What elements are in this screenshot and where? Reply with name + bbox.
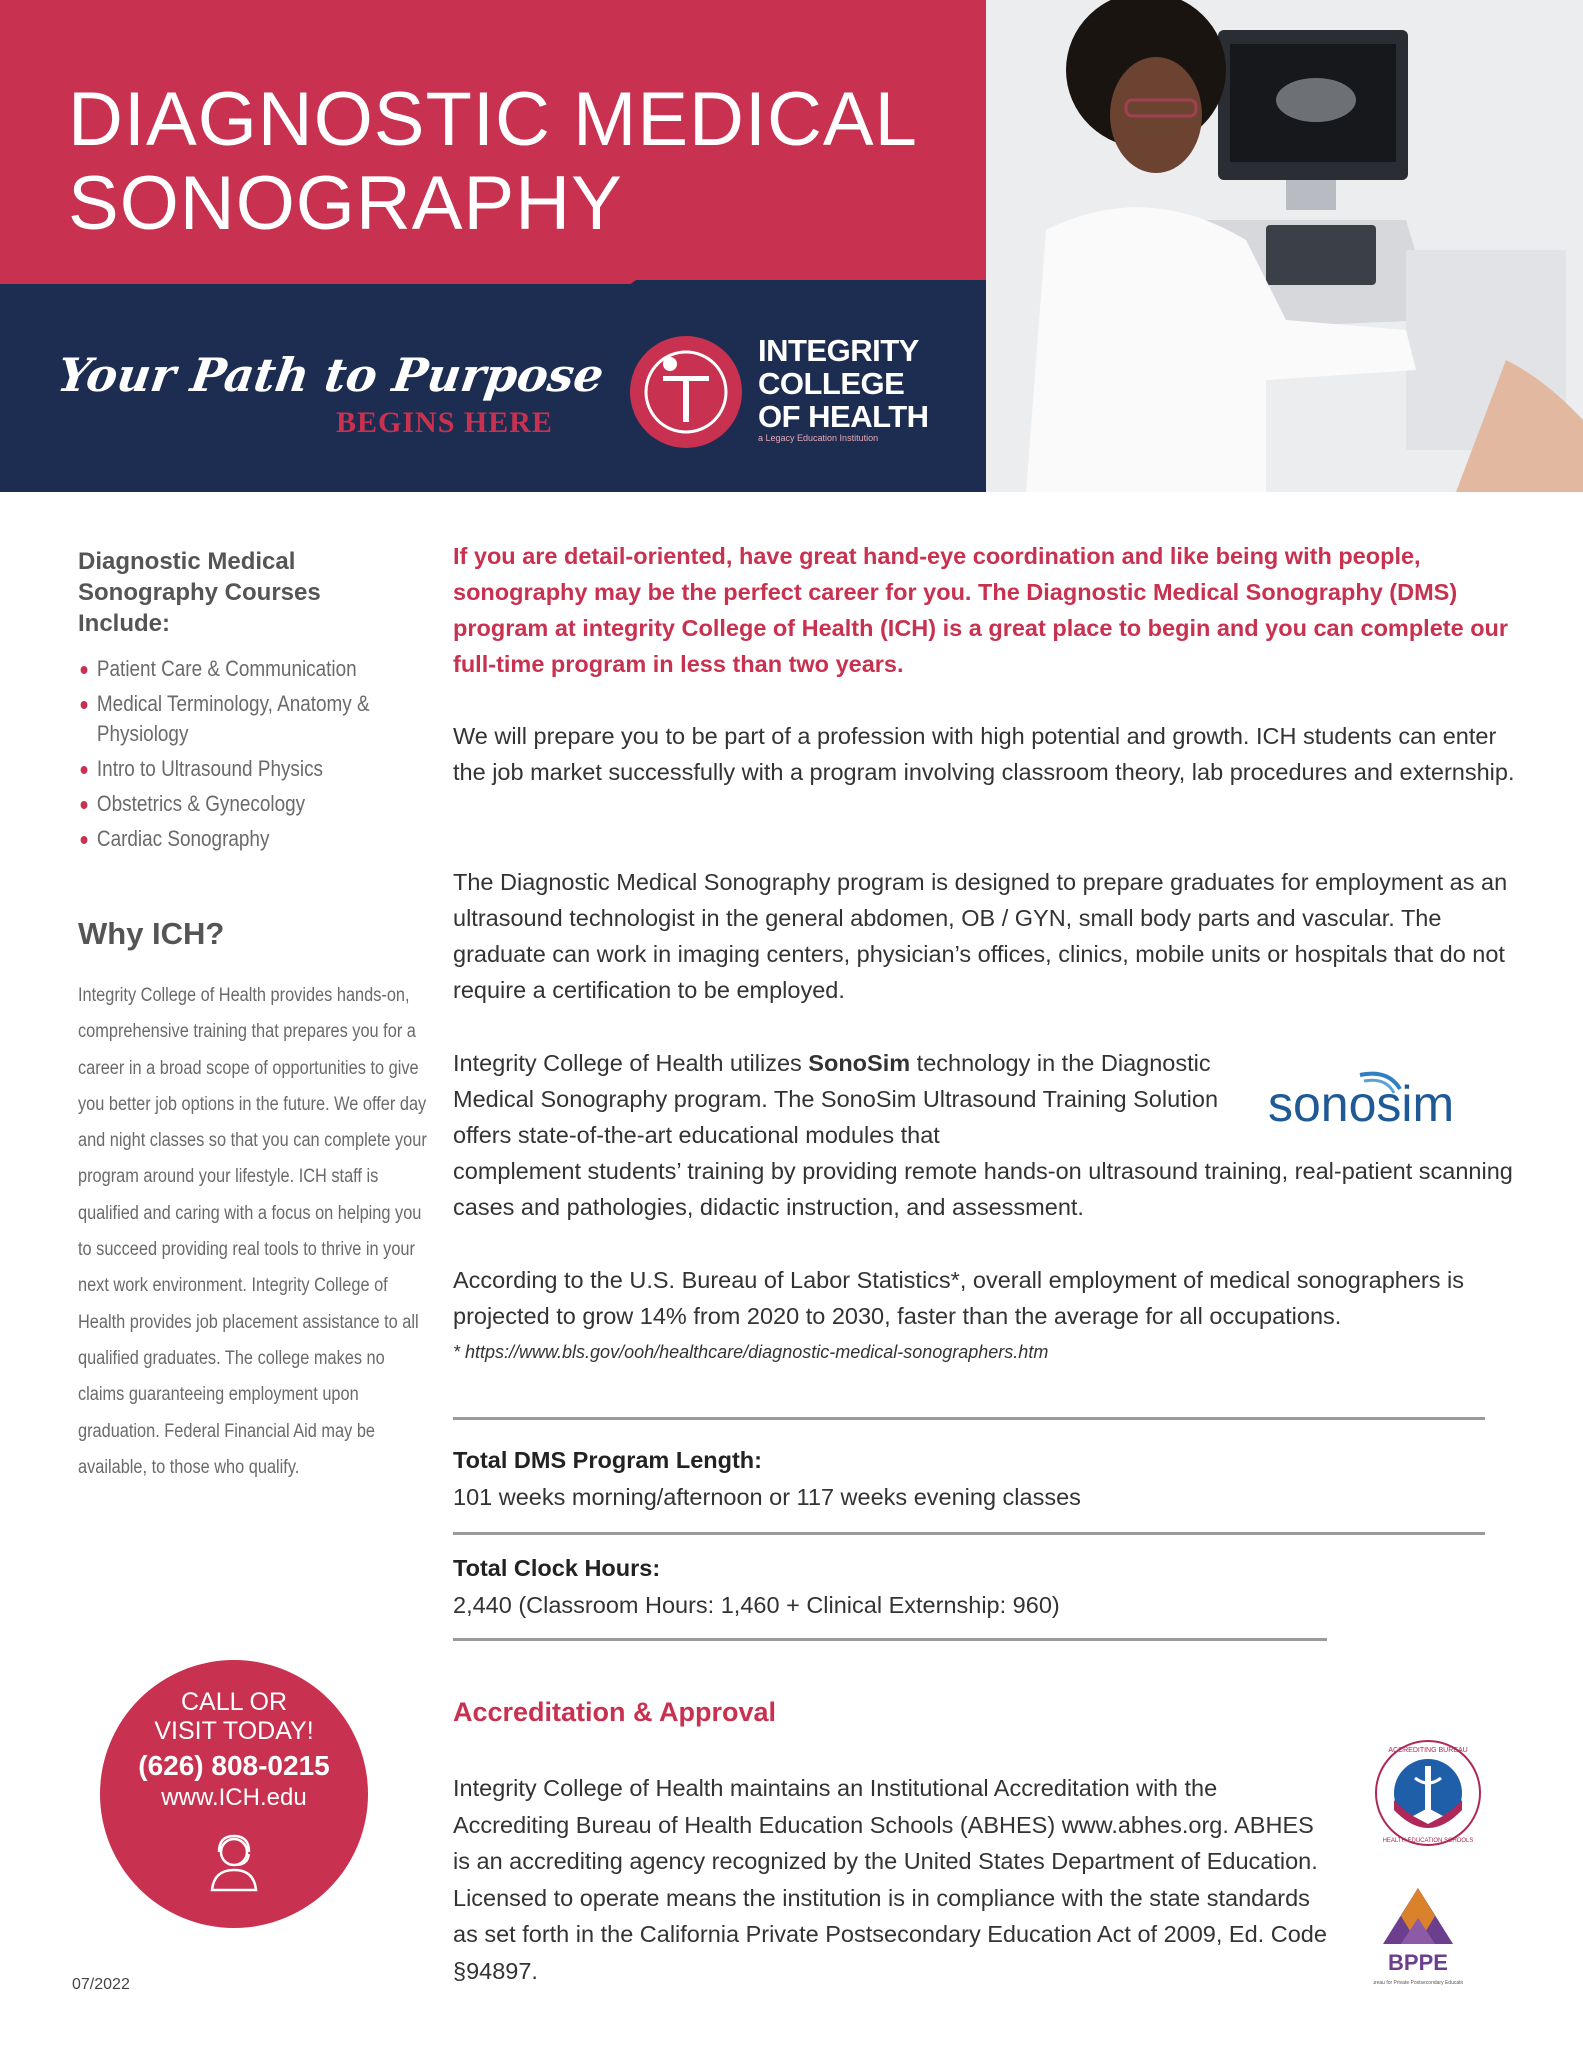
list-item: Intro to Ultrasound Physics bbox=[78, 754, 389, 784]
course-list bbox=[78, 654, 378, 859]
college-logo-icon bbox=[630, 336, 742, 448]
list-item: Medical Terminology, Anatomy & Physiology bbox=[78, 689, 389, 749]
divider bbox=[453, 1532, 1485, 1535]
paragraph: We will prepare you to be part of a profession with high potential and growth. ICH students can enter the job market successfully with a program involving classroom theory, lab procedures and externship. bbox=[453, 723, 1515, 785]
page-title: DIAGNOSTIC MEDICAL SONOGRAPHY bbox=[68, 77, 918, 246]
source-link[interactable]: * https://www.bls.gov/ooh/healthcare/diagnostic-medical-sonographers.htm bbox=[453, 1342, 1049, 1362]
svg-text:BPPE: BPPE bbox=[1388, 1950, 1448, 1975]
tagline: Your Path to Purpose bbox=[54, 348, 608, 402]
svg-text:Bureau for Private Postseconda: Bureau for Private Postsecondary Education bbox=[1373, 1980, 1463, 1986]
program-length-value: 101 weeks morning/afternoon or 117 weeks evening classes bbox=[453, 1484, 1081, 1510]
divider bbox=[453, 1417, 1485, 1420]
courses-heading: Diagnostic Medical Sonography Courses Include: bbox=[78, 548, 321, 637]
svg-text:sonosim: sonosim bbox=[1268, 1076, 1455, 1131]
cta-phone[interactable]: (626) 808-0215 bbox=[138, 1750, 330, 1781]
clock-hours-label: Total Clock Hours: bbox=[453, 1555, 661, 1581]
sonosim-bold: SonoSim bbox=[808, 1050, 911, 1076]
paragraph: According to the U.S. Bureau of Labor Statistics*, overall employment of medical sonographers is projected to grow 14% from 2020 to 2030, faster than the average for all occupations. bbox=[453, 1267, 1465, 1329]
intro-paragraph: If you are detail-oriented, have great hand-eye coordination and like being with people, sonography may be the perfect career for you. The Diagnostic Medical Sonography (DMS) program at integrity College of Health (ICH) is a great place to begin and you can complete our full-time program in less than two years. bbox=[453, 543, 1509, 677]
abhes-seal-icon bbox=[1373, 1738, 1483, 1848]
why-body: Integrity College of Health provides hands-on, comprehensive training that prepares you for a career in a broad scope of opportunities to give you better job options in the future. We offer day and night classes so that you can complete your program around your lifestyle. ICH staff is qualified and caring with a focus on helping you to succeed providing real tools to thrive in your next work environment. Integrity College of Health provides job placement assistance to all qualified graduates. The college makes no claims guaranteeing employment upon graduation. Federal Financial Aid may be available, to those who qualify. bbox=[78, 985, 427, 1478]
list-item: Patient Care & Communication bbox=[78, 654, 389, 684]
svg-text:ACCREDITING BUREAU: ACCREDITING BUREAU bbox=[1388, 1747, 1468, 1754]
paragraph: The Diagnostic Medical Sonography program is designed to prepare graduates for employment as an ultrasound technologist in the general abdomen, OB / GYN, small body parts and vascular. The graduate can work in imaging centers, physician’s offices, clinics, mobile units or hospitals that do not require a certification to be employed. bbox=[453, 869, 1508, 1003]
print-date: 07/2022 bbox=[72, 1976, 130, 1993]
cta-website[interactable]: www.ICH.edu bbox=[161, 1784, 307, 1811]
cta-text: CALL OR VISIT TODAY! bbox=[154, 1688, 314, 1745]
tagline-sub: BEGINS HERE bbox=[336, 406, 553, 439]
header-diagonal bbox=[596, 280, 996, 310]
college-logo-subtext: a Legacy Education Institution bbox=[758, 433, 879, 443]
bppe-logo-icon bbox=[1373, 1884, 1463, 1994]
list-item: Obstetrics & Gynecology bbox=[78, 789, 389, 819]
program-length-label: Total DMS Program Length: bbox=[453, 1447, 762, 1473]
accreditation-body: Integrity College of Health maintains an Institutional Accreditation with the Accrediting Bureau of Health Education Schools (ABHES) www.abhes.org. ABHES is an accrediting agency recognized by the United States Department of Education. Licensed to operate means the institution is in compliance with the state standards as set forth in the California Private Postsecondary Education Act of 2009, Ed. Code §94897. bbox=[453, 1775, 1327, 1984]
sonosim-paragraph-cont: complement students’ training by providing remote hands-on ultrasound training, real-patient scanning cases and pathologies, didactic instruction, and assessment. bbox=[453, 1158, 1513, 1220]
accreditation-heading: Accreditation & Approval bbox=[453, 1697, 777, 1727]
divider bbox=[453, 1638, 1327, 1641]
college-logo-text: INTEGRITY COLLEGE OF HEALTH bbox=[758, 333, 929, 434]
why-heading: Why ICH? bbox=[78, 916, 225, 951]
call-to-action-badge bbox=[100, 1660, 368, 1928]
svg-text:HEALTH EDUCATION SCHOOLS: HEALTH EDUCATION SCHOOLS bbox=[1382, 1838, 1474, 1844]
sonosim-logo bbox=[1268, 1065, 1468, 1131]
sonosim-paragraph: Integrity College of Health utilizes SonoSim technology in the Diagnostic Medical Sonography program. The SonoSim Ultrasound Training Solution offers state-of-the-art educational modules that bbox=[453, 1050, 1219, 1148]
sonographer-photo bbox=[986, 0, 1583, 492]
clock-hours-value: 2,440 (Classroom Hours: 1,460 + Clinical Externship: 960) bbox=[453, 1592, 1060, 1618]
list-item: Cardiac Sonography bbox=[78, 824, 389, 854]
support-agent-icon bbox=[204, 1830, 264, 1892]
